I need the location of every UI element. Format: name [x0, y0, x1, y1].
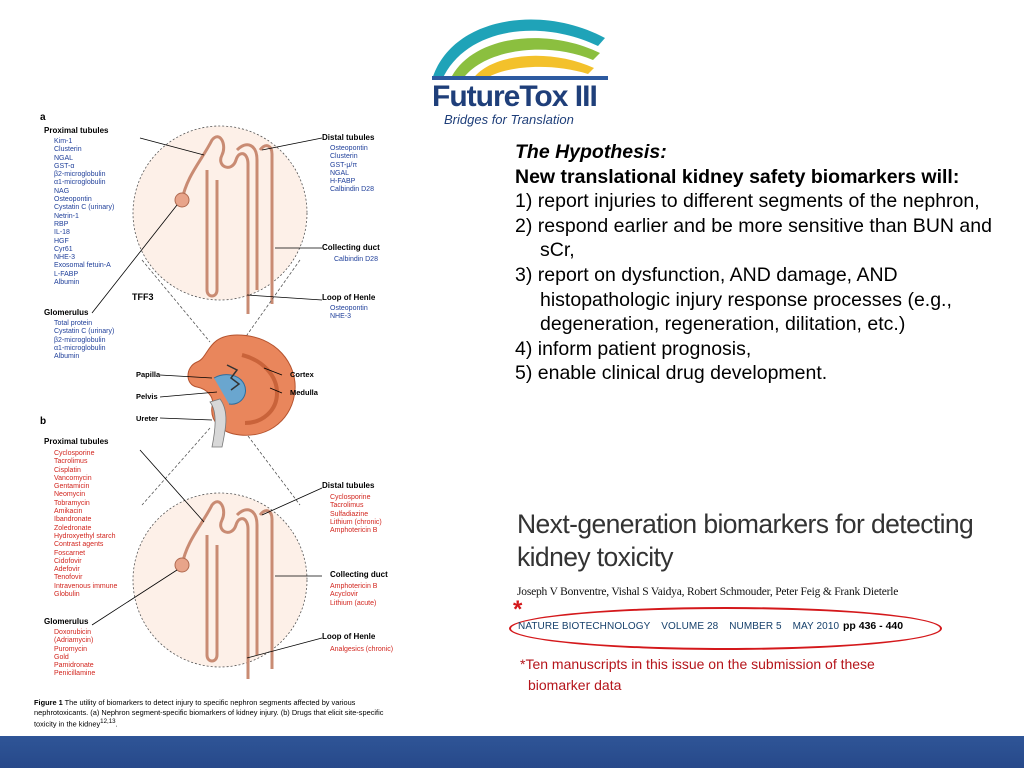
papilla-label: Papilla — [136, 370, 161, 379]
list-item: Zoledronate — [54, 524, 92, 532]
hypothesis-item: 3) report on dysfunction, AND damage, AND histopathologic injury response processes (e.g., degeneration, regeneration, dilitation, etc.) — [515, 263, 952, 336]
list-item: NAG — [54, 187, 70, 195]
b-proximal-header: Proximal tubules — [44, 437, 109, 446]
journal-volume: VOLUME 28 — [661, 621, 719, 632]
list-item: Neomycin — [54, 491, 86, 499]
tff3-label: TFF3 — [132, 292, 154, 302]
a-glomerulus-header: Glomerulus — [44, 308, 89, 317]
list-item: Sulfadiazine — [330, 510, 369, 518]
ureter-label: Ureter — [136, 414, 159, 423]
list-item: Adefovir — [54, 566, 80, 574]
b-loop-list — [330, 646, 393, 654]
list-item: Cisplatin — [54, 466, 81, 474]
list-item: RBP — [54, 220, 69, 228]
hypothesis-block — [515, 140, 995, 386]
list-item: Intravenous immune — [54, 582, 118, 590]
list-item: Pamidronate — [54, 662, 94, 670]
hypothesis-subtitle: New translational kidney safety biomarkers will: — [515, 165, 960, 188]
nephron-figure — [32, 110, 402, 732]
list-item: Tenofovir — [54, 574, 83, 582]
a-distal-list — [330, 145, 374, 195]
list-item: Lithium (chronic) — [330, 518, 382, 526]
list-item: Tobramycin — [54, 499, 90, 507]
list-item: Analgesics (chronic) — [330, 646, 394, 653]
page-range: pp 436 - 440 — [843, 620, 904, 632]
list-item: Cyr61 — [54, 245, 73, 253]
panel-b-letter: b — [40, 416, 47, 427]
paper-authors: Joseph V Bonventre, Vishal S Vaidya, Robert Schmouder, Peter Feig & Frank Dieterle — [517, 586, 899, 598]
b-distal-list — [330, 494, 382, 535]
b-collecting-list — [330, 583, 377, 608]
journal-name: NATURE BIOTECHNOLOGY — [518, 621, 651, 632]
list-item: L-FABP — [54, 270, 79, 278]
b-proximal-list — [54, 450, 117, 599]
list-item: NHE-3 — [330, 313, 352, 321]
list-item: Osteopontin — [330, 305, 368, 312]
list-item: Gentamicin — [54, 483, 90, 491]
list-item: Ibandronate — [54, 516, 92, 524]
list-item: Amphotericin B — [330, 527, 378, 535]
list-item: α1-microglobulin — [54, 344, 106, 352]
list-item: β2-microglobulin — [54, 171, 106, 179]
list-item: Cyclosporine — [54, 450, 95, 457]
list-item: Tacrolimus — [330, 502, 364, 510]
list-item: Netrin-1 — [54, 212, 79, 220]
b-collecting-header: Collecting duct — [330, 570, 388, 579]
list-item: Cidofovir — [54, 557, 82, 565]
list-item: Doxorubicin — [54, 629, 91, 636]
list-item: Contrast agents — [54, 541, 104, 549]
list-item: Kim-1 — [54, 138, 73, 145]
medulla-label: Medulla — [290, 388, 318, 397]
list-item: Total protein — [54, 320, 93, 327]
caption-label: Figure 1 — [34, 698, 63, 707]
list-item: Osteopontin — [330, 145, 368, 152]
list-item: Exosomal fetuin-A — [54, 262, 111, 270]
cortex-label: Cortex — [290, 370, 314, 379]
list-item: Penicillamine — [54, 670, 96, 678]
hypothesis-item: 2) respond earlier and be more sensitive than BUN and sCr, — [515, 214, 992, 262]
logo-tagline: Bridges for Translation — [444, 112, 574, 127]
list-item: Osteopontin — [54, 196, 92, 204]
a-loop-list — [330, 305, 368, 322]
a-distal-header: Distal tubules — [322, 133, 375, 142]
caption-text: The utility of biomarkers to detect injury to specific nephron segments affected by various nephrotoxicants. (a) Nephron segment-specific biomarkers of kidney injury. (b) Drugs that elicit site-specific toxicity in the kidney — [34, 698, 384, 729]
list-item: Albumin — [54, 279, 80, 287]
list-item: NGAL — [54, 154, 74, 162]
list-item: Calbindin D28 — [330, 186, 374, 194]
hypothesis-title: The Hypothesis: — [515, 141, 667, 163]
list-item: Cystatin C (urinary) — [54, 204, 115, 212]
journal-date: MAY 2010 — [792, 621, 840, 632]
a-loop-header: Loop of Henle — [322, 293, 376, 302]
list-item: HGF — [54, 237, 69, 245]
list-item: Amphotericin B — [330, 583, 378, 590]
list-item: H-FABP — [330, 178, 356, 186]
footnote — [520, 654, 960, 696]
a-glomerulus-list — [54, 320, 114, 361]
list-item: Puromycin — [54, 645, 88, 653]
list-item: NHE-3 — [54, 254, 76, 262]
paper-title: Next-generation biomarkers for detecting kidney toxicity — [517, 509, 974, 572]
caption-refs: 12,13 — [100, 718, 116, 726]
list-item: IL-18 — [54, 229, 70, 237]
list-item: Hydroxyethyl starch — [54, 532, 116, 540]
b-loop-header: Loop of Henle — [322, 632, 376, 641]
figure-caption: Figure 1 The utility of biomarkers to detect injury to specific nephron segments affected by various nephrotoxicants. (a) Nephron segment-specific biomarkers of kidney injury. (b) Drugs that elicit site-specific toxicity in the kidney$^{12,13}$. — [34, 698, 384, 729]
list-item: Gold — [54, 653, 69, 661]
list-item: Cyclosporine — [330, 494, 371, 501]
list-item: Clusterin — [54, 146, 82, 154]
list-item: Vancomycin — [54, 474, 92, 482]
list-item: (Adriamycin) — [54, 637, 94, 645]
a-proximal-header: Proximal tubules — [44, 126, 109, 135]
list-item: Lithium (acute) — [330, 599, 377, 607]
a-collecting-list — [334, 256, 378, 264]
list-item: GST-α — [54, 162, 75, 170]
footnote-line-1: *Ten manuscripts in this issue on the submission of these — [520, 656, 875, 672]
a-collecting-header: Collecting duct — [322, 243, 380, 252]
logo-wordmark: FutureTox III — [432, 80, 597, 113]
journal-number: NUMBER 5 — [729, 621, 782, 632]
journal-citation — [518, 621, 847, 632]
list-item: Cystatin C (urinary) — [54, 328, 115, 336]
hypothesis-item: 4) inform patient prognosis, — [515, 337, 752, 360]
b-glomerulus-list — [54, 629, 95, 679]
bottom-bar — [0, 736, 1024, 768]
asterisk-mark: * — [513, 596, 523, 623]
list-item: β2-microglobulin — [54, 336, 106, 344]
list-item: Calbindin D28 — [334, 256, 378, 263]
footnote-line-2: biomarker data — [528, 677, 622, 693]
list-item: Acyclovir — [330, 591, 359, 599]
pelvis-label: Pelvis — [136, 392, 158, 401]
list-item: GST-μ/π — [330, 161, 358, 169]
list-item: NGAL — [330, 169, 350, 177]
list-item: α1-microglobulin — [54, 179, 106, 187]
kidney-illustration — [188, 335, 295, 447]
list-item: Tacrolimus — [54, 458, 88, 466]
a-proximal-list — [54, 138, 114, 287]
list-item: Albumin — [54, 353, 80, 361]
hypothesis-item: 5) enable clinical drug development. — [515, 362, 828, 385]
b-distal-header: Distal tubules — [322, 481, 375, 490]
list-item: Globulin — [54, 591, 80, 599]
list-item: Amikacin — [54, 508, 83, 516]
b-glomerulus-header: Glomerulus — [44, 617, 89, 626]
list-item: Foscarnet — [54, 549, 86, 557]
hypothesis-item: 1) report injuries to different segments of the nephron, — [515, 190, 980, 213]
panel-a-letter: a — [40, 112, 46, 123]
list-item: Clusterin — [330, 153, 358, 161]
